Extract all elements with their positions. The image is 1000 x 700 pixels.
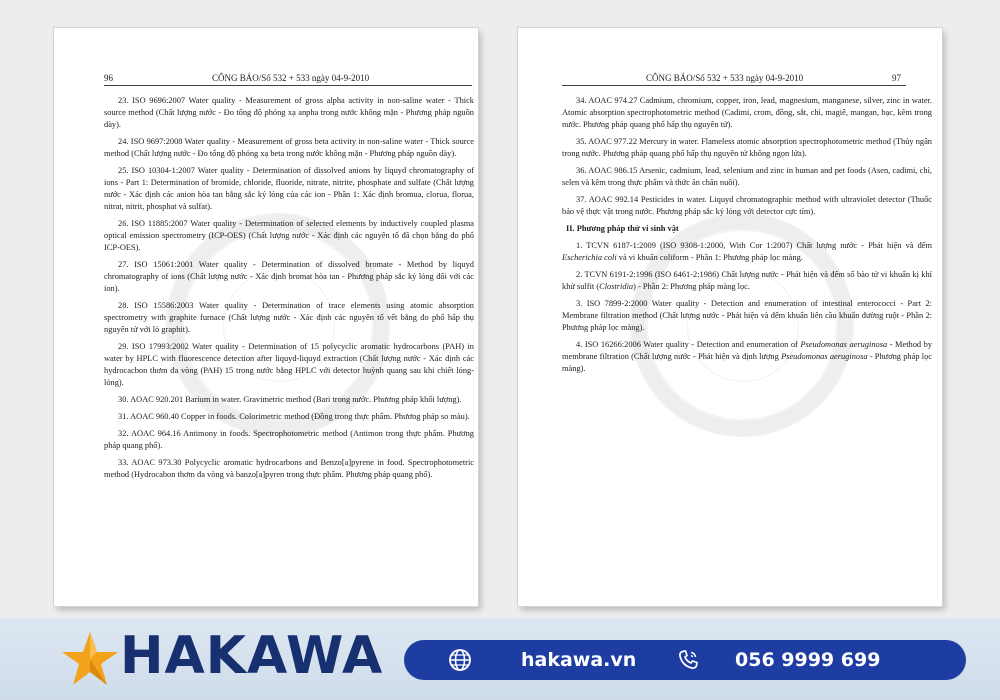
list-item: 28. ISO 15586:2003 Water quality - Determination of trace elements using atomic absorption spectrometry with graphite furnace (Chất lượng nước - Xác định các nguyên tố vết bằng đo phổ hấp thụ nguyên tử với lò graphit).	[104, 301, 474, 334]
website-link[interactable]: hakawa.vn	[521, 649, 637, 671]
text-run: - Phương pháp lọc màng).	[562, 352, 933, 373]
list-item: 27. ISO 15061:2001 Water quality - Determination of dissolved bromate - Method by liquyd chromatography of ions (Chất lượng nước - Xác định bromat hòa tan - Phương pháp sắc ký lỏng đối với các ion).	[104, 260, 474, 293]
list-item: 34. AOAC 974.27 Cadmium, chromium, copper, iron, lead, magnesium, manganese, silver, zinc in water. Atomic absorption spectrophotometric method (Cadimi, crom, đồng, sắt, chì, magiê, mangan, bạc, kẽm trong nước. Phương pháp quang phổ hấp thụ nguyên tử).	[562, 96, 932, 129]
list-item: 3. ISO 7899-2:2000 Water quality - Detection and enumeration of intestinal enterococci - Part 2: Membrane filtration method (Chất lượng nước - Phát hiện và đếm khuẩn liên cầu khuẩn đường ruột - Phần 2: Phương pháp lọc màng).	[562, 299, 932, 332]
phone-icon	[676, 648, 700, 672]
page-header-title: CÔNG BÁO/Số 532 + 533 ngày 04-9-2010	[212, 73, 370, 83]
species-name: Escherichia coli	[562, 253, 617, 262]
page-number: 96	[104, 73, 113, 83]
phone-number[interactable]: 056 9999 699	[735, 649, 881, 671]
page-body	[104, 95, 474, 486]
list-item	[562, 269, 932, 293]
text-run: 1. TCVN 6187-1:2009 (ISO 9308-1:2000, With Cor 1:2007) Chất lượng nước - Phát hiện và đếm	[576, 241, 932, 250]
header-rule	[562, 85, 906, 86]
contact-bar	[404, 640, 966, 680]
globe-icon	[448, 648, 472, 672]
list-item: 36. AOAC 986.15 Arsenic, cadmium, lead, selenium and zinc in human and pet foods (Asen, cadimi, chì, selen và kẽm trong thực phẩm và thức ăn chăn nuôi).	[562, 166, 932, 187]
page-header-title: CÔNG BÁO/Số 532 + 533 ngày 04-9-2010	[646, 73, 804, 83]
list-item: 37. AOAC 992.14 Pesticides in water. Liquyd chromatographic method with ultraviolet detector (Thuốc bảo vệ thực vật trong nước. Phương pháp sắc ký lỏng với detector cực tím).	[562, 195, 932, 216]
text-run: ) - Phần 2: Phương pháp màng lọc.	[633, 282, 750, 291]
list-item	[562, 339, 932, 375]
species-name: Pseudomonas aeruginosa	[800, 340, 888, 349]
text-run: 2. TCVN 6191-2:1996 (ISO 6461-2:1986) Chất lượng nước - Phát hiện và đếm số bào tử vi khuẩn kị khí khử sulfit (	[562, 270, 932, 291]
list-item: 32. AOAC 964.16 Antimony in foods. Spectrophotometric method (Antimon trong thực phẩm. Phương pháp quang phổ).	[104, 429, 474, 450]
text-run: - Method by membrane filtration (Chất lượng nước - Phát hiện và định lượng	[562, 340, 933, 361]
brand-logo-text: HAKAWA	[120, 626, 384, 686]
list-item: 26. ISO 11885:2007 Water quality - Determination of selected elements by inductively coupled plasma optical emission spectrometry (ICP-OES) (Chất lượng nước - Xác định các nguyên tố đã chọn bằng đo phổ ICP-OES).	[104, 219, 474, 252]
page-96	[54, 28, 478, 606]
list-item: 33. AOAC 973.30 Polycyclic aromatic hydrocarbons and Benzo[a]pyrene in food. Spectrophotometric method (Hydrocabon thơm đa vòng và banzo[a]pyren trong thực phẩm. Phương pháp quang phổ).	[104, 458, 474, 479]
species-name: Pseudomonas aeruginosa	[781, 352, 868, 361]
list-item: 25. ISO 10304-1:2007 Water quality - Determination of dissolved anions by liquyd chromatography of ions - Part 1: Determination of bromide, chloride, fluoride, nitrate, nitrite, phosphate and sulfate (Chất lượng nước - Xác định các anion hòa tan bằng sắc ký lỏng của các ion - Phần 1: Xác định bromua, clorua, florua, nitrat, nitrit, phosphat và sulfat).	[104, 166, 474, 211]
star-logo-icon	[60, 629, 120, 689]
header-rule	[104, 85, 472, 86]
list-item: 29. ISO 17993:2002 Water quality - Determination of 15 polycyclic aromatic hydrocarbons (PAH) in water by HPLC with fluorescence detection after liquyd-liquyd extraction (Chất lượng nước - Xác định các hydrocacbon thơm đa vòng (PAH) 15 trong nước bằng HPLC với detector huỳnh quang sau khi chiết lỏng-lỏng).	[104, 342, 474, 387]
text-run: 4. ISO 16266:2006 Water quality - Detection and enumeration of	[576, 340, 801, 349]
page-number: 97	[892, 73, 901, 83]
list-item: 24. ISO 9697:2008 Water quality - Measurement of gross beta activity in non-saline water - Thick source method (Chất lượng nước - Đo tổng độ phóng xạ beta trong nước không mặn - Phương pháp nguồn dày).	[104, 137, 474, 158]
list-item: 35. AOAC 977.22 Mercury in water. Flameless atomic absorption spectrophotometric method (Thủy ngân trong nước. Phương pháp quang phổ hấp thụ nguyên tử không ngọn lửa).	[562, 137, 932, 158]
list-item: 30. AOAC 920.201 Barium in water. Gravimetric method (Bari trong nước. Phương pháp khối lượng).	[118, 395, 462, 404]
list-item: 23. ISO 9696:2007 Water quality - Measurement of gross alpha activity in non-saline water - Thick source method (Chất lượng nước - Đo tổng độ phóng xạ anpha trong nước không mặn - Phương pháp nguồn dày).	[104, 96, 474, 129]
page-body	[562, 95, 932, 380]
section-heading: II. Phương pháp thử vi sinh vật	[566, 224, 679, 233]
list-item: 31. AOAC 960.40 Copper in foods. Colorimetric method (Đồng trong thực phẩm. Phương pháp so màu).	[118, 412, 470, 421]
species-name: Clostridia	[599, 282, 634, 291]
list-item	[562, 240, 932, 264]
page-97	[518, 28, 942, 606]
text-run: và vi khuẩn coliform - Phần 1: Phương pháp lọc màng.	[616, 253, 803, 262]
